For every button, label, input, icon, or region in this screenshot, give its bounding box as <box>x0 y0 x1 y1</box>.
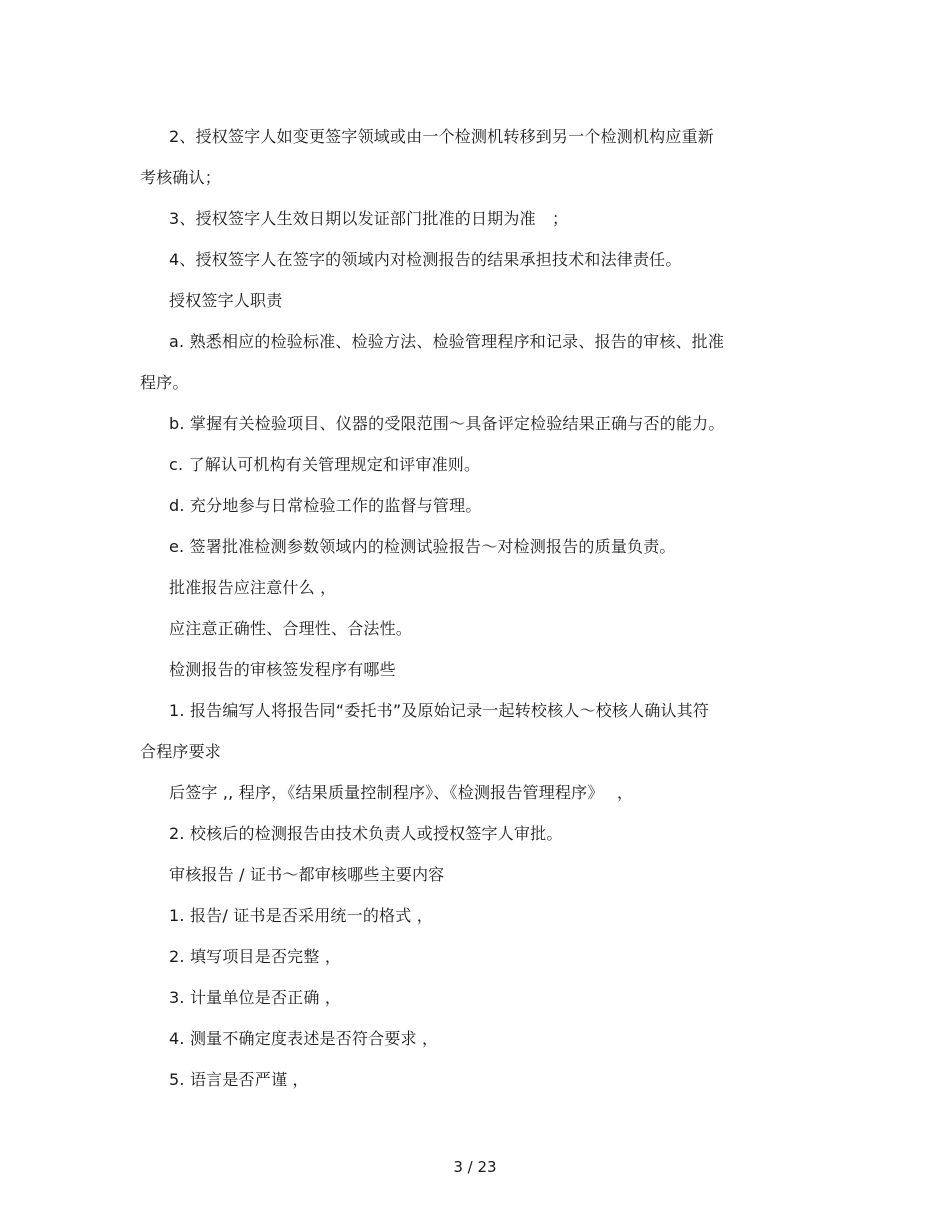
text-line: 应注意正确性、合理性、合法性。 <box>169 619 413 638</box>
text-line: 批准报告应注意什么 ， <box>169 578 337 597</box>
text-line: 4. 测量不确定度表述是否符合要求 ， <box>169 1029 439 1048</box>
text-line: 2. 校核后的检测报告由技术负责人或授权签字人审批。 <box>169 824 563 843</box>
text-line: 1. 报告/ 证书是否采用统一的格式 ， <box>169 906 433 925</box>
text-line: 授权签字人职责 <box>169 291 283 310</box>
text-line: 1. 报告编写人将报告同“委托书”及原始记录一起转校核人～校核人确认其符 <box>169 701 710 720</box>
text-line: 5. 语言是否严谨 ， <box>169 1070 309 1089</box>
text-line: a. 熟悉相应的检验标准、检验方法、检验管理程序和记录、报告的审核、批准 <box>169 332 725 351</box>
text-line: 合程序要求 <box>140 742 222 761</box>
text-line: 2. 填写项目是否完整 ， <box>169 947 342 966</box>
page-number: 3 / 23 <box>453 1158 497 1176</box>
text-line: 3、授权签字人生效日期以发证部门批准的日期为准 ； <box>169 209 569 228</box>
text-line: c. 了解认可机构有关管理规定和评审准则。 <box>169 455 481 474</box>
text-line: b. 掌握有关检验项目、仪器的受限范围～具备评定检验结果正确与否的能力。 <box>169 414 725 433</box>
text-line: 检测报告的审核签发程序有哪些 <box>169 660 396 679</box>
text-line: 考核确认； <box>140 168 222 187</box>
text-line: 程序。 <box>140 373 189 392</box>
text-line: e. 签署批准检测参数领域内的检测试验报告～对检测报告的质量负责。 <box>169 537 676 556</box>
text-line: 后签字 ,, 程序，《结果质量控制程序》、《检测报告管理程序》 ， <box>169 783 634 802</box>
text-line: 2、授权签字人如变更签字领域或由一个检测机转移到另一个检测机构应重新 <box>169 127 714 146</box>
text-line: 3. 计量单位是否正确 ， <box>169 988 342 1007</box>
text-line: 审核报告 / 证书～都审核哪些主要内容 <box>169 865 445 884</box>
text-line: 4、授权签字人在签字的领域内对检测报告的结果承担技术和法律责任。 <box>169 250 682 269</box>
text-line: d. 充分地参与日常检验工作的监督与管理。 <box>169 496 482 515</box>
document-body <box>140 126 780 1110</box>
